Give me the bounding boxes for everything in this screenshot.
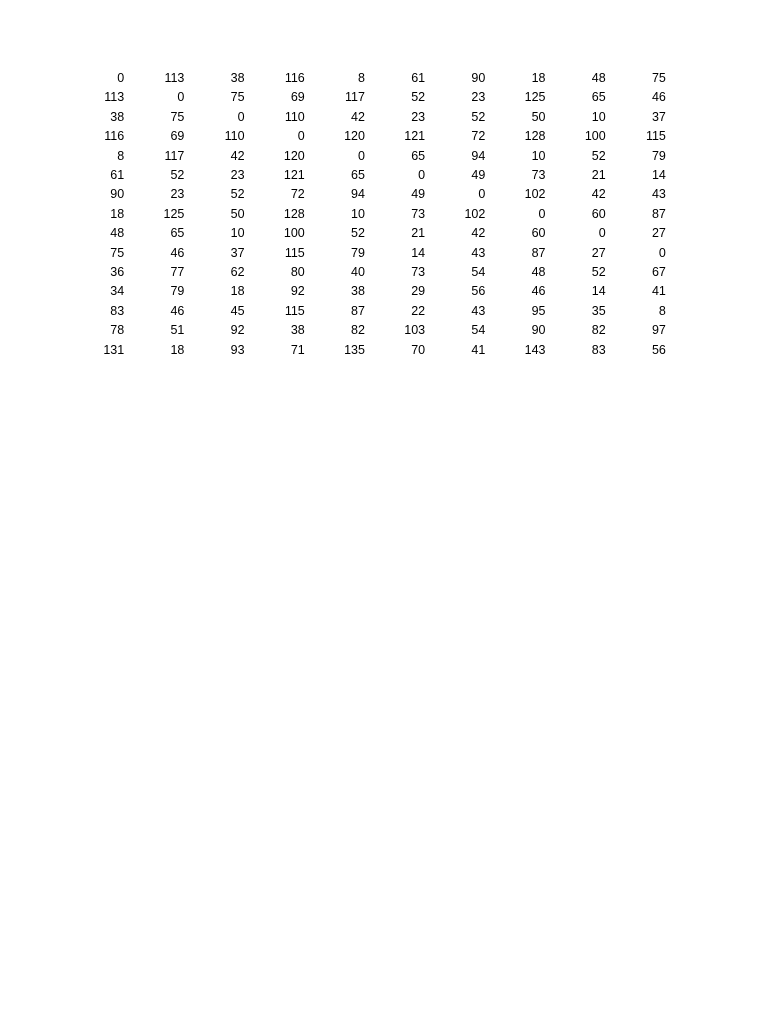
table-cell: 125 — [163, 206, 185, 221]
table-row — [66, 127, 668, 146]
table-cell: 14 — [651, 168, 666, 183]
table-cell: 52 — [170, 168, 185, 183]
table-cell: 115 — [645, 129, 666, 144]
table-cell: 110 — [224, 129, 245, 144]
table-cell: 54 — [471, 265, 486, 280]
table-cell: 120 — [283, 148, 305, 163]
table-row — [66, 321, 668, 340]
table-cell: 65 — [351, 168, 365, 183]
table-cell: 42 — [230, 148, 245, 163]
table-cell: 97 — [651, 323, 666, 338]
table-cell: 103 — [404, 323, 426, 338]
table-cell: 29 — [411, 284, 426, 299]
table-cell: 23 — [411, 109, 426, 124]
table-cell: 82 — [351, 323, 365, 338]
table-cell: 73 — [531, 168, 546, 183]
table-cell: 21 — [411, 226, 426, 241]
table-cell: 115 — [284, 245, 305, 260]
table-cell: 121 — [404, 129, 426, 144]
table-cell: 56 — [651, 342, 666, 357]
table-cell: 82 — [591, 323, 606, 338]
table-cell: 46 — [170, 303, 185, 318]
table-cell: 37 — [230, 245, 245, 260]
table-cell: 87 — [351, 303, 365, 318]
table-cell: 37 — [651, 109, 666, 124]
table-cell: 18 — [531, 71, 546, 85]
table-cell: 77 — [170, 265, 185, 280]
table-cell: 0 — [177, 90, 185, 105]
table-cell: 125 — [524, 90, 546, 105]
table-cell: 93 — [230, 342, 245, 357]
table-cell: 75 — [651, 71, 666, 85]
table-cell: 117 — [164, 148, 185, 163]
table-cell: 14 — [411, 245, 426, 260]
table-cell: 94 — [471, 148, 486, 163]
table-cell: 69 — [170, 129, 185, 144]
table-cell: 0 — [658, 245, 666, 260]
table-cell: 135 — [344, 342, 365, 357]
table-cell: 73 — [411, 265, 426, 280]
table-cell: 38 — [290, 323, 305, 338]
table-cell: 8 — [357, 71, 365, 85]
table-cell: 79 — [351, 245, 365, 260]
table-cell: 65 — [591, 90, 606, 105]
table-cell: 116 — [104, 129, 125, 144]
table-cell: 40 — [351, 265, 365, 280]
table-cell: 75 — [230, 90, 245, 105]
table-cell: 52 — [591, 148, 606, 163]
grid-body — [66, 69, 668, 360]
table-cell: 120 — [344, 129, 365, 144]
table-cell: 46 — [170, 245, 185, 260]
table-cell: 52 — [351, 226, 365, 241]
table-cell: 18 — [170, 342, 185, 357]
table-cell: 73 — [411, 206, 426, 221]
table-cell: 116 — [284, 71, 305, 85]
table-cell: 14 — [591, 284, 606, 299]
table-cell: 10 — [230, 226, 245, 241]
table-cell: 102 — [464, 206, 486, 221]
table-row — [66, 108, 668, 127]
table-cell: 102 — [524, 187, 546, 202]
table-cell: 0 — [478, 187, 486, 202]
table-cell: 65 — [170, 226, 185, 241]
table-cell: 42 — [471, 226, 486, 241]
table-cell: 121 — [283, 168, 305, 183]
table-cell: 41 — [651, 284, 666, 299]
table-row — [66, 88, 668, 107]
table-row — [66, 282, 668, 301]
table-cell: 8 — [117, 148, 125, 163]
table-cell: 100 — [283, 226, 305, 241]
table-cell: 0 — [117, 71, 125, 85]
table-cell: 56 — [471, 284, 486, 299]
table-cell: 42 — [591, 187, 606, 202]
table-cell: 92 — [230, 323, 245, 338]
table-row — [66, 69, 668, 88]
table-cell: 10 — [531, 148, 546, 163]
table-cell: 8 — [658, 303, 666, 318]
table-cell: 52 — [471, 109, 486, 124]
table-row — [66, 185, 668, 204]
table-cell: 41 — [471, 342, 486, 357]
table-cell: 52 — [230, 187, 245, 202]
table-cell: 49 — [411, 187, 426, 202]
table-cell: 48 — [531, 265, 546, 280]
table-cell: 67 — [651, 265, 666, 280]
table-cell: 23 — [471, 90, 486, 105]
table-cell: 38 — [351, 284, 365, 299]
table-cell: 34 — [110, 284, 125, 299]
table-cell: 79 — [651, 148, 666, 163]
table-cell: 48 — [110, 226, 125, 241]
table-cell: 115 — [284, 303, 305, 318]
table-cell: 65 — [411, 148, 426, 163]
table-row — [66, 224, 668, 243]
number-grid — [66, 69, 668, 360]
table-cell: 61 — [411, 71, 426, 85]
table-cell: 62 — [230, 265, 245, 280]
table-cell: 21 — [591, 168, 606, 183]
table-cell: 10 — [351, 206, 365, 221]
table-cell: 18 — [230, 284, 245, 299]
table-cell: 80 — [290, 265, 305, 280]
table-cell: 27 — [651, 226, 666, 241]
table-cell: 92 — [290, 284, 305, 299]
table-cell: 69 — [290, 90, 305, 105]
table-cell: 27 — [591, 245, 606, 260]
table-cell: 71 — [290, 342, 305, 357]
table-row — [66, 166, 668, 185]
table-cell: 18 — [110, 206, 125, 221]
table-row — [66, 341, 668, 360]
table-cell: 143 — [524, 342, 546, 357]
table-cell: 90 — [471, 71, 486, 85]
table-cell: 94 — [351, 187, 365, 202]
table-cell: 95 — [531, 303, 546, 318]
table-row — [66, 263, 668, 282]
table-cell: 50 — [531, 109, 546, 124]
table-cell: 48 — [591, 71, 606, 85]
table-cell: 87 — [531, 245, 546, 260]
table-cell: 51 — [170, 323, 185, 338]
table-cell: 131 — [103, 342, 125, 357]
table-cell: 10 — [591, 109, 606, 124]
table-cell: 0 — [598, 226, 606, 241]
table-row — [66, 244, 668, 263]
table-row — [66, 147, 668, 166]
table-cell: 79 — [170, 284, 185, 299]
table-cell: 75 — [110, 245, 125, 260]
table-cell: 43 — [471, 245, 486, 260]
table-cell: 72 — [471, 129, 486, 144]
table-cell: 90 — [531, 323, 546, 338]
table-cell: 128 — [283, 206, 305, 221]
table-cell: 23 — [170, 187, 185, 202]
table-cell: 70 — [411, 342, 426, 357]
table-cell: 38 — [110, 109, 125, 124]
table-cell: 0 — [357, 148, 365, 163]
table-cell: 45 — [230, 303, 245, 318]
table-cell: 22 — [411, 303, 426, 318]
table-cell: 83 — [591, 342, 606, 357]
table-cell: 83 — [110, 303, 125, 318]
table-cell: 78 — [110, 323, 125, 338]
table-cell: 54 — [471, 323, 486, 338]
table-cell: 0 — [418, 168, 426, 183]
table-cell: 23 — [230, 168, 245, 183]
spreadsheet-page — [66, 69, 668, 360]
table-cell: 90 — [110, 187, 125, 202]
table-cell: 43 — [471, 303, 486, 318]
table-cell: 113 — [104, 90, 125, 105]
table-cell: 110 — [284, 109, 305, 124]
table-cell: 60 — [591, 206, 606, 221]
table-cell: 128 — [524, 129, 546, 144]
table-cell: 52 — [411, 90, 426, 105]
table-cell: 38 — [230, 71, 245, 85]
table-cell: 60 — [531, 226, 546, 241]
table-cell: 50 — [230, 206, 245, 221]
table-cell: 46 — [651, 90, 666, 105]
table-cell: 0 — [237, 109, 245, 124]
table-cell: 0 — [297, 129, 305, 144]
table-cell: 117 — [345, 90, 365, 105]
table-cell: 61 — [110, 168, 125, 183]
table-row — [66, 302, 668, 321]
table-cell: 72 — [290, 187, 305, 202]
table-row — [66, 205, 668, 224]
table-cell: 46 — [531, 284, 546, 299]
table-cell: 42 — [351, 109, 365, 124]
table-cell: 100 — [584, 129, 606, 144]
table-cell: 35 — [591, 303, 606, 318]
table-cell: 87 — [651, 206, 666, 221]
table-cell: 75 — [170, 109, 185, 124]
table-cell: 52 — [591, 265, 606, 280]
table-cell: 113 — [164, 71, 185, 85]
table-cell: 43 — [651, 187, 666, 202]
table-cell: 0 — [538, 206, 546, 221]
table-cell: 36 — [110, 265, 125, 280]
table-cell: 49 — [471, 168, 486, 183]
